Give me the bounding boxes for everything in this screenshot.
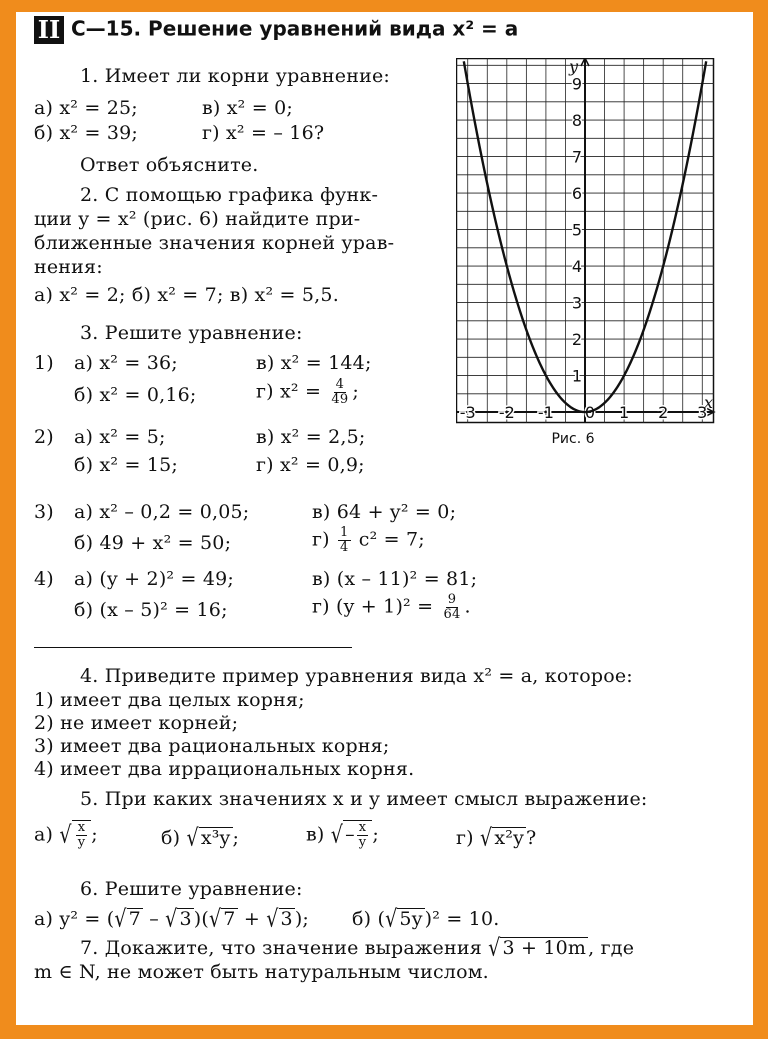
q3-r1-b: б) x² = 0,16; bbox=[74, 384, 197, 406]
radicand bbox=[343, 820, 372, 850]
q3-r3-g bbox=[312, 526, 425, 555]
x-tick-label: 2 bbox=[658, 403, 669, 423]
chart-caption: Рис. 6 bbox=[551, 431, 595, 447]
q3-r1-a: а) x² = 36; bbox=[74, 352, 178, 374]
y-tick-label: 3 bbox=[571, 293, 583, 313]
numerator: x bbox=[358, 820, 367, 835]
q6-a-label: а) y² = ( bbox=[34, 908, 115, 930]
fraction bbox=[76, 821, 88, 850]
punct: ; bbox=[372, 823, 379, 846]
q3-r1-v: в) x² = 144; bbox=[256, 352, 372, 374]
q7-text-end: , где bbox=[588, 937, 635, 959]
q3-r4-g bbox=[312, 593, 471, 622]
q3-r3-b: б) 49 + x² = 50; bbox=[74, 532, 232, 554]
denominator: 4 bbox=[340, 540, 349, 555]
numerator: 4 bbox=[335, 377, 345, 392]
q6-text: 6. Решите уравнение: bbox=[80, 878, 303, 900]
punct: ); bbox=[294, 908, 310, 930]
q5-v-label: в) bbox=[306, 823, 325, 846]
radicand: 3 bbox=[280, 908, 293, 930]
q4-item-1: 1) имеет два целых корня; bbox=[34, 689, 305, 711]
q2-line4: нения: bbox=[34, 256, 103, 278]
radicand: 7 bbox=[128, 908, 141, 930]
q7-text: 7. Докажите, что значение выражения bbox=[80, 937, 482, 959]
punct: . bbox=[464, 595, 471, 618]
worksheet bbox=[16, 12, 753, 1025]
denominator: y bbox=[77, 835, 86, 850]
q3-r2-b: б) x² = 15; bbox=[74, 454, 179, 476]
q2-answers: а) x² = 2; б) x² = 7; в) x² = 5,5. bbox=[34, 284, 339, 306]
x-tick-label: -2 bbox=[498, 403, 515, 423]
q6-a bbox=[34, 905, 310, 933]
q1-note: Ответ объясните. bbox=[80, 154, 259, 176]
numerator: x bbox=[77, 820, 86, 835]
y-tick-label: 4 bbox=[571, 257, 583, 277]
y-tick-label: 6 bbox=[571, 184, 583, 204]
x-tick-label: -3 bbox=[459, 403, 476, 423]
q1-b: б) x² = 39; bbox=[34, 122, 139, 144]
numerator: 1 bbox=[340, 525, 349, 540]
y-tick-label: 8 bbox=[571, 111, 583, 131]
x-tick-label: 3 bbox=[697, 403, 708, 423]
radicand: 5y bbox=[399, 908, 423, 930]
sqrt-icon: √ bbox=[114, 905, 127, 933]
fraction bbox=[338, 526, 350, 555]
x-tick-label: 1 bbox=[618, 403, 630, 423]
fraction bbox=[441, 593, 462, 622]
q5-b-label: б) bbox=[161, 827, 181, 849]
q3-r3-g-rest: c² = 7; bbox=[358, 528, 425, 551]
y-tick-label: 7 bbox=[571, 147, 583, 167]
q3-title: 3. Решите уравнение: bbox=[80, 322, 303, 344]
worksheet-title: Решение уравнений вида x² = a bbox=[148, 16, 519, 41]
parabola-chart bbox=[456, 58, 716, 448]
q5-v bbox=[306, 820, 379, 850]
q3-r1-num: 1) bbox=[34, 352, 54, 374]
q7-line1 bbox=[80, 934, 635, 962]
q2-line3: ближенные значения корней урав- bbox=[34, 232, 395, 254]
radicand: 3 + 10m bbox=[502, 937, 587, 959]
q3-r4-a: а) (y + 2)² = 49; bbox=[74, 568, 235, 590]
sqrt-icon: √ bbox=[186, 824, 199, 852]
sqrt-icon: √ bbox=[385, 905, 398, 933]
q1-text: 1. Имеет ли корни уравнение: bbox=[80, 65, 391, 87]
q3-r1-g-label: г) x² = bbox=[256, 380, 322, 403]
numerator: 9 bbox=[447, 592, 457, 607]
q3-r3-v: в) 64 + y² = 0; bbox=[312, 501, 457, 523]
worksheet-code: С—15. bbox=[70, 16, 142, 41]
sqrt-icon: √ bbox=[330, 820, 344, 849]
q3-r1-g bbox=[256, 378, 359, 407]
q4-item-3: 3) имеет два рациональных корня; bbox=[34, 735, 390, 757]
radicand: 7 bbox=[223, 908, 236, 930]
fraction bbox=[329, 378, 350, 407]
section-divider bbox=[34, 647, 352, 648]
denominator: 49 bbox=[331, 392, 349, 407]
q5-g bbox=[456, 824, 537, 852]
q3-r4-v: в) (x – 11)² = 81; bbox=[312, 568, 478, 590]
punct: ? bbox=[526, 827, 537, 849]
q4-text: 4. Приведите пример уравнения вида x² = a, которое: bbox=[80, 665, 633, 687]
punct: ; bbox=[91, 823, 98, 846]
operator: + bbox=[237, 908, 267, 930]
q5-a bbox=[34, 820, 98, 850]
q7-line2: m ∈ N, не может быть натуральным числом. bbox=[34, 961, 489, 983]
denominator: y bbox=[358, 835, 367, 850]
q3-r3-a: а) x² – 0,2 = 0,05; bbox=[74, 501, 250, 523]
operator: – bbox=[142, 908, 166, 930]
q5-b bbox=[161, 824, 240, 852]
x-tick-label: 0 bbox=[584, 403, 596, 423]
q2-line1: 2. С помощью графика функ- bbox=[80, 184, 379, 206]
punct: )² = 10. bbox=[424, 908, 500, 930]
q6-b-label: б) ( bbox=[352, 908, 386, 930]
q3-r4-num: 4) bbox=[34, 568, 54, 590]
q3-r3-num: 3) bbox=[34, 501, 54, 523]
y-axis-label: y bbox=[569, 58, 579, 76]
sqrt-icon: √ bbox=[208, 905, 222, 933]
q3-r4-g-label: г) (y + 1)² = bbox=[312, 595, 434, 618]
punct: ; bbox=[232, 827, 240, 849]
denominator: 64 bbox=[443, 607, 461, 622]
punct: ; bbox=[352, 380, 359, 403]
q4-item-2: 2) не имеет корней; bbox=[34, 712, 239, 734]
y-tick-label: 1 bbox=[571, 366, 583, 386]
radicand: 3 bbox=[179, 908, 192, 930]
y-tick-label: 5 bbox=[571, 220, 583, 240]
y-tick-label: 2 bbox=[571, 330, 583, 350]
radicand: x²y bbox=[494, 827, 525, 849]
q1-g: г) x² = – 16? bbox=[202, 122, 325, 144]
q5-text: 5. При каких значениях x и y имеет смысл выражение: bbox=[80, 788, 648, 810]
q3-r3-g-label: г) bbox=[312, 528, 330, 551]
worksheet-header bbox=[34, 16, 518, 44]
q1-a: а) x² = 25; bbox=[34, 97, 138, 119]
q3-r4-b: б) (x – 5)² = 16; bbox=[74, 599, 228, 621]
x-tick-label: -1 bbox=[537, 403, 554, 423]
q6-b bbox=[352, 905, 500, 933]
radicand: x³y bbox=[200, 827, 231, 849]
sqrt-icon: √ bbox=[165, 905, 178, 933]
q3-r2-a: а) x² = 5; bbox=[74, 426, 166, 448]
badge-logo: II bbox=[34, 16, 64, 44]
x-axis-label: x bbox=[704, 393, 714, 413]
radicand bbox=[72, 820, 92, 850]
q1-v: в) x² = 0; bbox=[202, 97, 293, 119]
q4-item-4: 4) имеет два иррациональных корня. bbox=[34, 758, 415, 780]
minus-sign: – bbox=[345, 823, 355, 846]
sqrt-icon: √ bbox=[266, 905, 279, 933]
q5-a-label: а) bbox=[34, 823, 54, 846]
y-tick-label: 9 bbox=[571, 74, 583, 94]
sqrt-icon: √ bbox=[488, 934, 501, 962]
q5-g-label: г) bbox=[456, 827, 474, 849]
q3-r2-v: в) x² = 2,5; bbox=[256, 426, 366, 448]
fraction bbox=[357, 821, 369, 850]
sqrt-icon: √ bbox=[59, 820, 72, 849]
q3-r2-num: 2) bbox=[34, 426, 54, 448]
q3-r2-g: г) x² = 0,9; bbox=[256, 454, 365, 476]
sqrt-icon: √ bbox=[480, 824, 493, 852]
q2-line2: ции y = x² (рис. 6) найдите при- bbox=[34, 208, 361, 230]
operator: )( bbox=[193, 908, 209, 930]
